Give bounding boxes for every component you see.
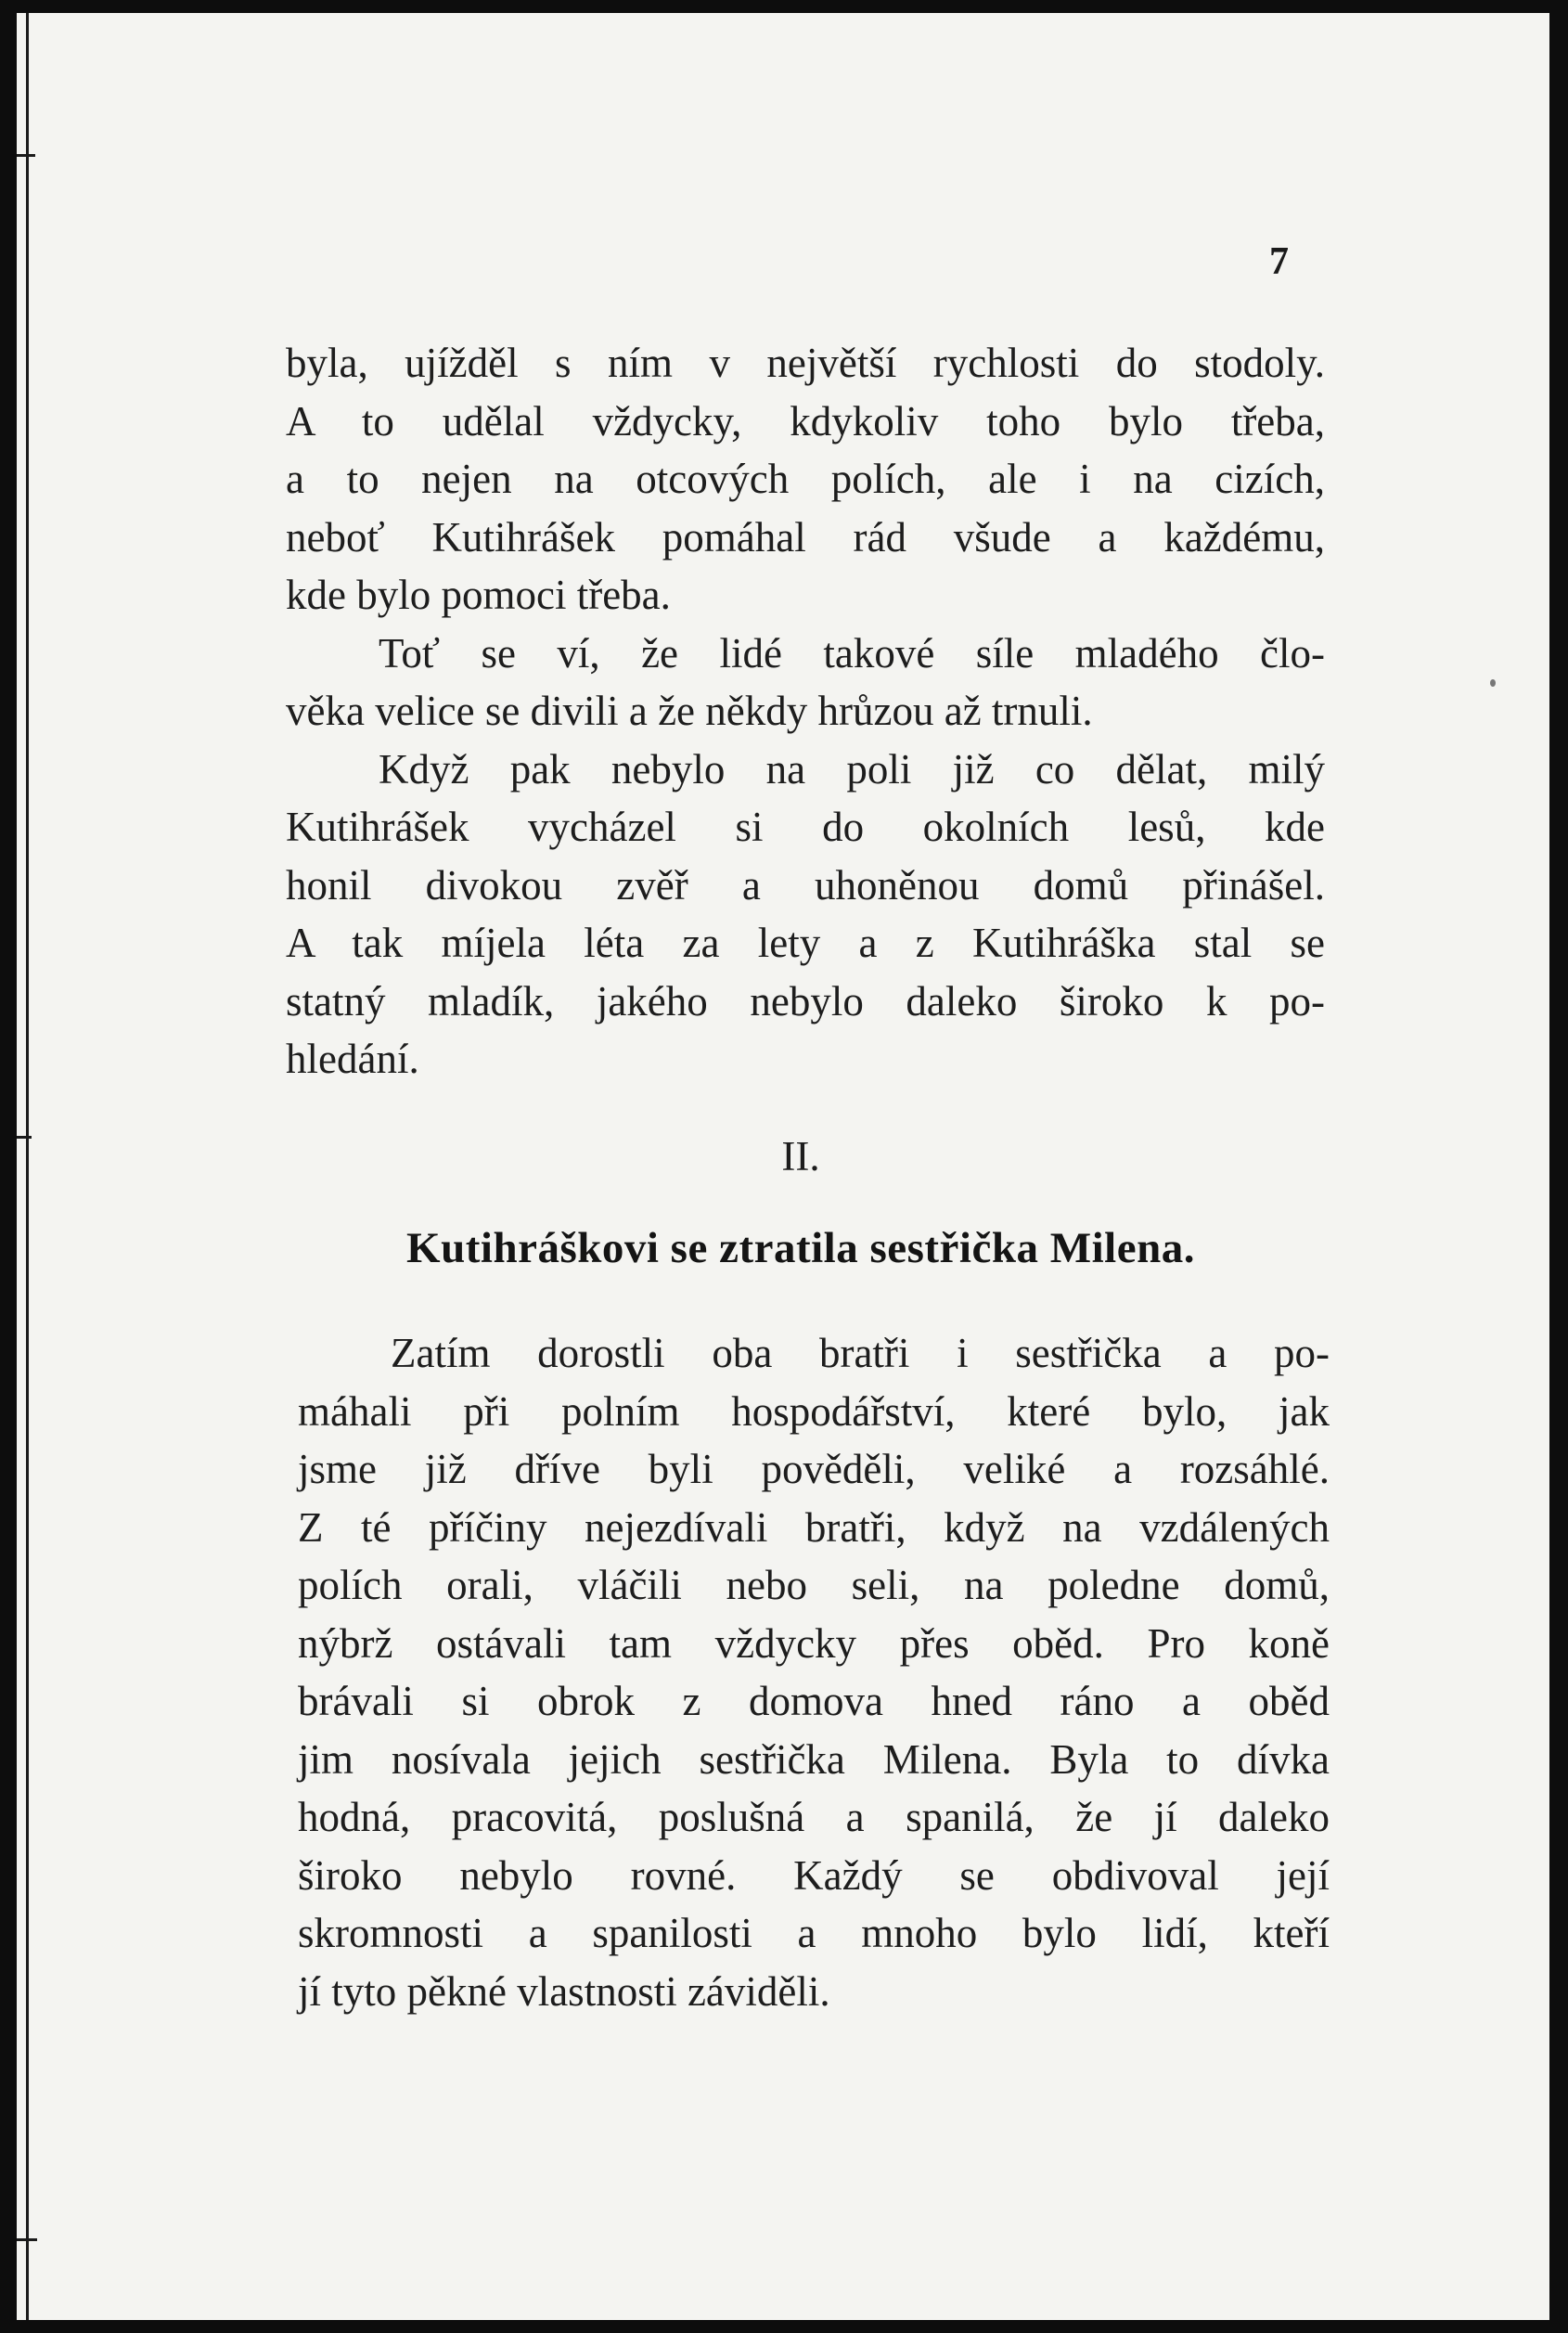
- book-page: [17, 13, 1549, 2320]
- text-line: jsme již dříve byli pověděli, veliké a rozsáhlé.: [298, 1446, 1330, 1492]
- text-line: Když pak nebylo na poli již co dělat, milý: [379, 745, 1325, 793]
- chapter-number: II.: [781, 1133, 820, 1179]
- text-line: skromnosti a spanilosti a mnoho bylo lidí, kteří: [298, 1910, 1330, 1956]
- binding-mark: [17, 2238, 37, 2241]
- text-line: jim nosívala jejich sestřička Milena. Byla to dívka: [298, 1735, 1330, 1783]
- text-line: máhali při polním hospodářství, které bylo, jak: [298, 1387, 1330, 1435]
- text-line: honil divokou zvěř a uhoněnou domů přinášel.: [286, 861, 1325, 909]
- text-line: statný mladík, jakého nebylo daleko široko k po-: [286, 977, 1325, 1025]
- binding-mark: [17, 154, 35, 157]
- text-line: hledání.: [286, 1036, 419, 1082]
- text-line: neboť Kutihrášek pomáhal rád všude a každému,: [286, 513, 1325, 561]
- chapter-title: Kutihráškovi se ztratila sestřička Milena.: [406, 1224, 1195, 1272]
- paragraphs-top: [286, 334, 1325, 1089]
- text-line: polích orali, vláčili nebo seli, na poledne domů,: [298, 1562, 1330, 1608]
- page-number: 7: [1269, 240, 1289, 283]
- text-line: Zatím dorostli oba bratři i sestřička a po-: [391, 1330, 1330, 1376]
- text-line: a to nejen na otcových polích, ale i na cizích,: [286, 456, 1325, 502]
- text-line: Kutihrášek vycházel si do okolních lesů, kde: [286, 804, 1325, 850]
- text-line: jí tyto pěkné vlastnosti záviděli.: [298, 1967, 830, 2015]
- text-line: byla, ujížděl s ním v největší rychlosti do stodoly.: [286, 340, 1325, 386]
- text-line: hodná, pracovitá, poslušná a spanilá, že jí daleko: [298, 1794, 1330, 1840]
- text-line: kde bylo pomoci třeba.: [286, 572, 671, 618]
- text-line: věka velice se divili a že někdy hrůzou až trnuli.: [286, 688, 1093, 734]
- text-line: Z té příčiny nejezdívali bratři, když na vzdálených: [298, 1503, 1330, 1551]
- text-line: brávali si obrok z domova hned ráno a oběd: [298, 1678, 1330, 1724]
- paragraph-bottom: [298, 1324, 1330, 2020]
- paper-speck: [1490, 679, 1496, 687]
- text-line: A to udělal vždycky, kdykoliv toho bylo třeba,: [286, 397, 1325, 445]
- text-line: A tak míjela léta za lety a z Kutihráška stal se: [286, 920, 1325, 966]
- text-line: Toť se ví, že lidé takové síle mladého člo-: [379, 629, 1325, 677]
- text-line: široko nebylo rovné. Každý se obdivoval její: [298, 1851, 1330, 1899]
- text-line: nýbrž ostávali tam vždycky přes oběd. Pro koně: [298, 1619, 1330, 1667]
